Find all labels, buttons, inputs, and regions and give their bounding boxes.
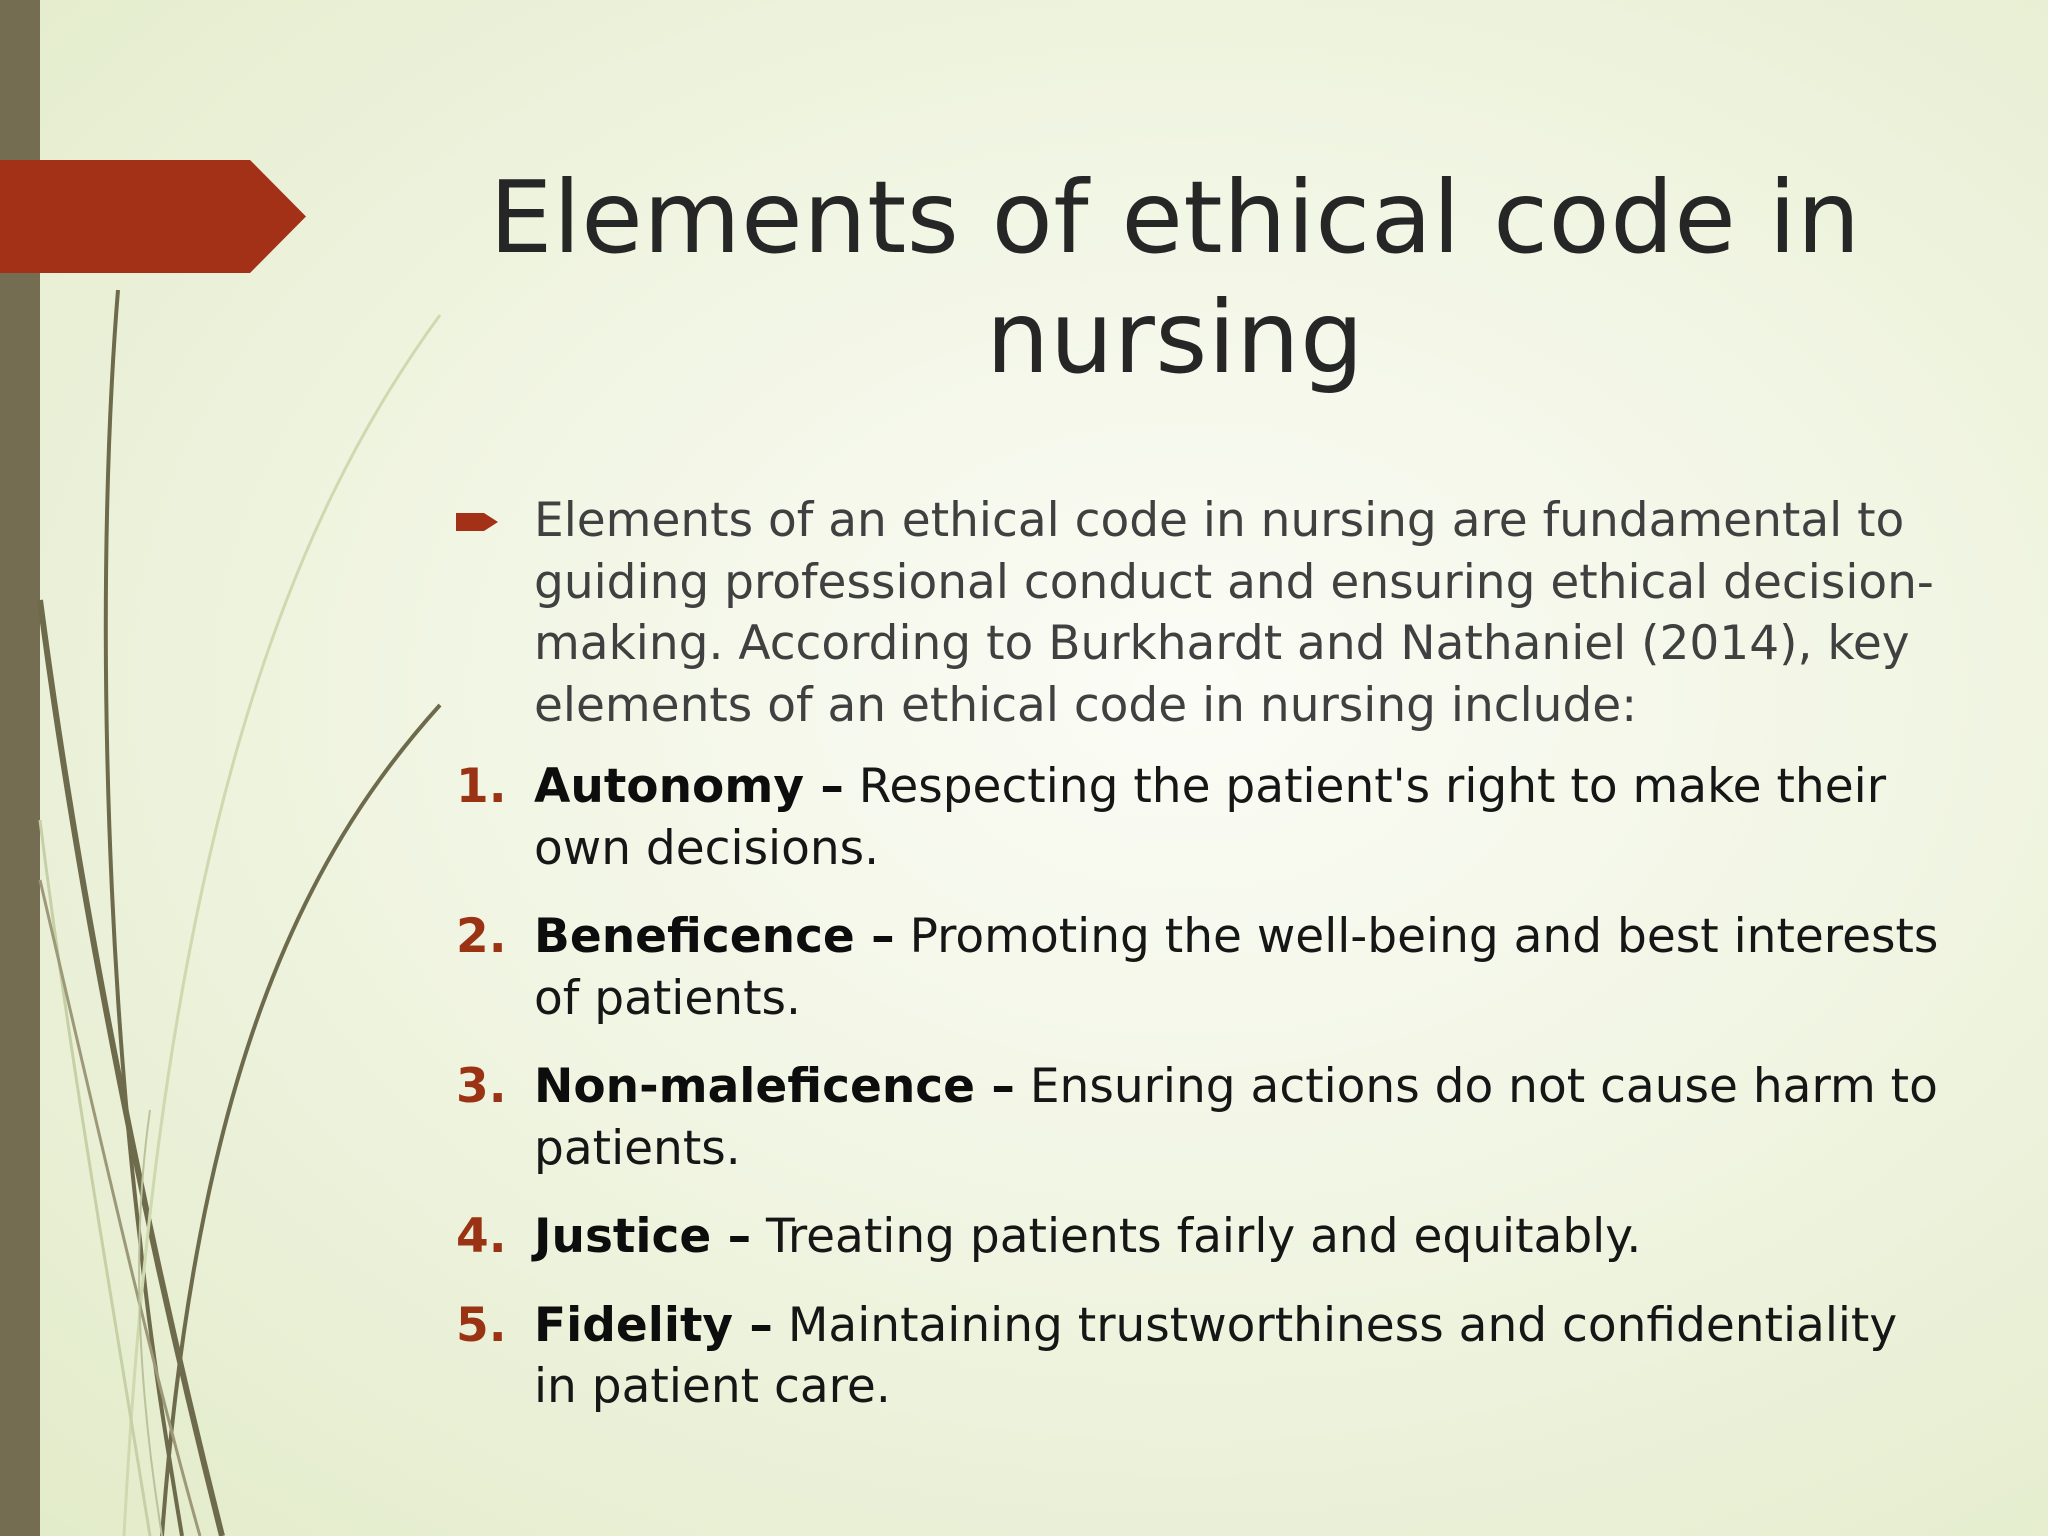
element-number: 1.	[456, 759, 507, 814]
element-term: Beneficence –	[534, 909, 895, 964]
element-number: 4.	[456, 1209, 507, 1264]
element-description: Respecting the patient's right to make their own decisions.	[534, 759, 1887, 876]
element-description: Promoting the well-being and best interests of patients.	[534, 909, 1939, 1026]
element-description: Ensuring actions do not cause harm to patients.	[534, 1059, 1938, 1176]
element-description: Maintaining trustworthiness and confidentiality in patient care.	[534, 1297, 1898, 1414]
slide-title: Elements of ethical code in nursing	[489, 159, 1861, 396]
element-item-justice	[456, 1206, 1946, 1268]
element-item-autonomy	[456, 756, 1946, 879]
element-term: Justice –	[534, 1209, 752, 1264]
element-term: Fidelity –	[534, 1297, 773, 1353]
arrow-bullet-icon	[456, 510, 500, 534]
slide-content	[456, 490, 1946, 1445]
element-term: Non-maleficence –	[534, 1059, 1015, 1114]
element-number: 2.	[456, 909, 507, 964]
element-term: Autonomy –	[534, 759, 844, 814]
element-item-fidelity	[456, 1295, 1946, 1418]
accent-arrow	[0, 160, 306, 273]
element-number: 3.	[456, 1059, 507, 1114]
element-item-beneficence	[456, 906, 1946, 1029]
element-item-non-maleficence	[456, 1056, 1946, 1179]
intro-paragraph	[456, 490, 1946, 736]
elements-list	[456, 756, 1946, 1418]
element-description: Treating patients fairly and equitably.	[751, 1209, 1642, 1264]
element-number: 5.	[456, 1297, 507, 1353]
intro-text: Elements of an ethical code in nursing are fundamental to guiding professional conduct and ensuring ethical decision-making. According to Burkhardt and Nathaniel (2014), key elements of an ethical code in nursing include:	[534, 493, 1934, 733]
